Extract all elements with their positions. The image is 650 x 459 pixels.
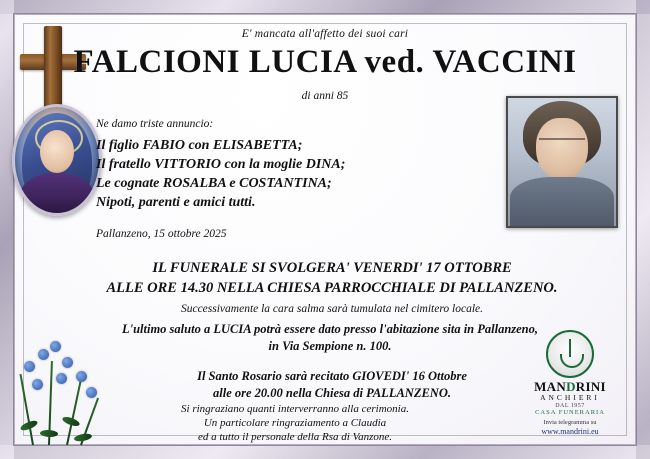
photo-body: [510, 177, 614, 228]
deceased-age: di anni 85: [301, 90, 349, 102]
thanks-line: Si ringraziano quanti interverranno alla cerimonia.: [181, 403, 409, 415]
deceased-photo: [506, 96, 618, 228]
madonna-portrait-icon: [12, 104, 102, 216]
logo-brand-part3: RINI: [575, 379, 606, 394]
logo-brand-part2: D: [566, 379, 576, 394]
thanks-line: ed a tutto il personale della Rsa di Vanzone.: [197, 431, 392, 443]
thanks-note: [60, 402, 530, 444]
logo-sub-anchieri: ANCHIERI: [540, 393, 600, 402]
logo-brand: [516, 380, 624, 393]
place-and-date: Pallanzeno, 15 ottobre 2025: [96, 228, 227, 240]
farewell-line: L'ultimo saluto a LUCIA potrà essere dato presso l'abitazione sita in Pallanzeno,: [121, 322, 539, 336]
deceased-name: FALCIONI LUCIA ved. VACCINI: [73, 44, 577, 80]
family-line: Il fratello VITTORIO con la moglie DINA;: [96, 157, 346, 172]
family-line: Nipoti, parenti e amici tutti.: [96, 195, 256, 210]
logo-telegram-note: Invia telegramma su: [543, 419, 597, 426]
funeral-details: [60, 258, 604, 298]
funeral-home-logo: [516, 330, 624, 437]
funeral-home-emblem-icon: [546, 330, 594, 378]
rosary-line: Il Santo Rosario sarà recitato GIOVEDI' 16 Ottobre: [197, 369, 467, 383]
photo-glasses: [539, 138, 584, 150]
madonna-face: [40, 130, 74, 172]
lead-line: E' mancata all'affetto dei suoi cari: [241, 28, 409, 40]
burial-note: Successivamente la cara salma sarà tumulata nel cimitero locale.: [180, 303, 484, 315]
funeral-line: IL FUNERALE SI SVOLGERA' VENERDI' 17 OTTOBRE: [152, 260, 512, 276]
family-line: Il figlio FABIO con ELISABETTA;: [96, 138, 303, 153]
logo-website-link[interactable]: www.mandrini.eu: [541, 427, 599, 436]
rosary-line: alle ore 20.00 nella Chiesa di PALLANZENO.: [213, 386, 451, 400]
family-line: Le cognate ROSALBA e COSTANTINA;: [96, 176, 332, 191]
logo-sub-casa-funeraria: CASA FUNERARIA: [535, 409, 605, 416]
thanks-line: Un particolare ringraziamento a Claudia: [203, 417, 387, 429]
madonna-robe: [20, 173, 94, 216]
family-list: [96, 136, 466, 212]
farewell-line: in Via Sempione n. 100.: [268, 339, 392, 353]
logo-sub-since: DAL 1957: [555, 403, 585, 409]
funeral-line: ALLE ORE 14.30 NELLA CHIESA PARROCCHIALE DI PALLANZENO.: [106, 280, 558, 296]
announcement-intro: Ne damo triste annuncio:: [96, 118, 214, 130]
logo-brand-part1: MAN: [534, 379, 567, 394]
